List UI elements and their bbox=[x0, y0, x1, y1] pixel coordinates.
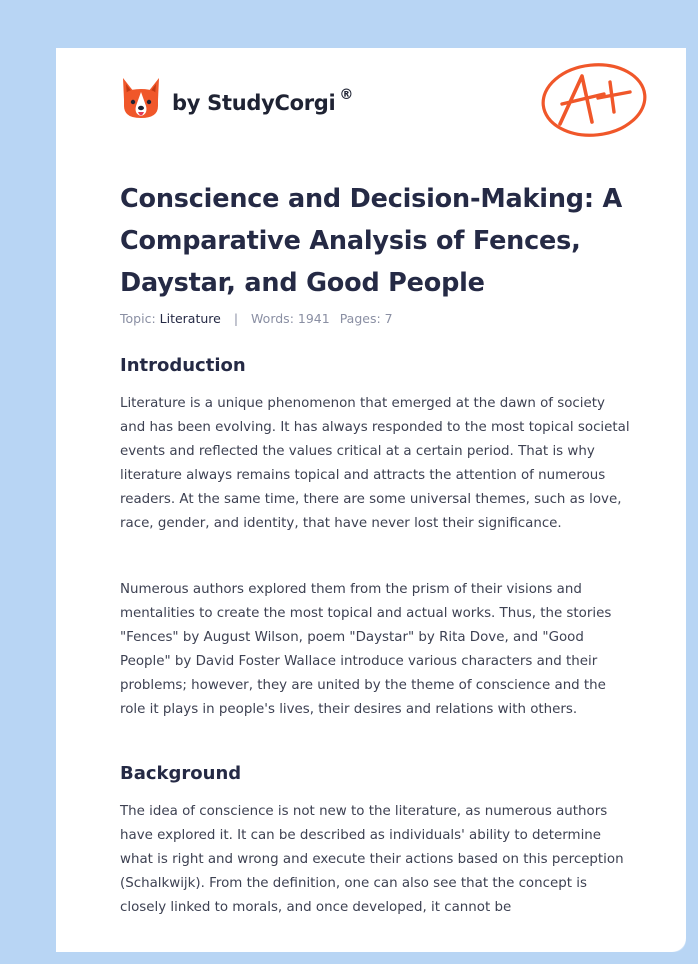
meta-separator: | bbox=[233, 311, 239, 326]
topic-label: Topic: bbox=[120, 311, 156, 326]
section-heading-introduction: Introduction bbox=[120, 355, 246, 376]
words-count: 1941 bbox=[297, 311, 330, 326]
words-label: Words: bbox=[251, 311, 294, 326]
a-plus-grade-icon bbox=[538, 60, 650, 140]
document-page bbox=[56, 48, 686, 952]
article-meta bbox=[120, 311, 393, 326]
studycorgi-logo[interactable] bbox=[120, 76, 353, 122]
pages-label: Pages: bbox=[339, 311, 381, 326]
brand-name: by StudyCorgi bbox=[172, 91, 336, 115]
article-title: Conscience and Decision-Making: A Comparative Analysis of Fences, Daystar, and Good People bbox=[120, 184, 623, 298]
section-heading-background: Background bbox=[120, 763, 242, 784]
corgi-icon bbox=[120, 76, 162, 122]
paragraph: Literature is a unique phenomenon that emerged at the dawn of society and has been evolving. It has always responded to the most topical societal events and reflected the values critical at a certain period. That is why literature always remains topical and attracts the attention of numerous readers. At the same time, there are some universal themes, such as love, race, gender, and identity, that have never lost their significance. bbox=[120, 396, 630, 531]
registered-mark: ® bbox=[339, 87, 354, 103]
topic-link[interactable]: Literature bbox=[159, 311, 221, 326]
paragraph: Numerous authors explored them from the prism of their visions and mentalities to create the most topical and actual works. Thus, the stories "Fences" by August Wilson, poem "Daystar" by Rita Dove, and "Good People" by David Foster Wallace introduce various characters and their problems; however, they are united by the theme of conscience and the role it plays in people's lives, their desires and relations with others. bbox=[120, 582, 612, 717]
paragraph: The idea of conscience is not new to the literature, as numerous authors have explored it. It can be described as individuals' ability to determine what is right and wrong and execute their actions based on this perception (Schalkwijk). From the definition, one can also see that the concept is closely linked to morals, and once developed, it cannot be bbox=[120, 804, 624, 915]
pages-count: 7 bbox=[384, 311, 393, 326]
